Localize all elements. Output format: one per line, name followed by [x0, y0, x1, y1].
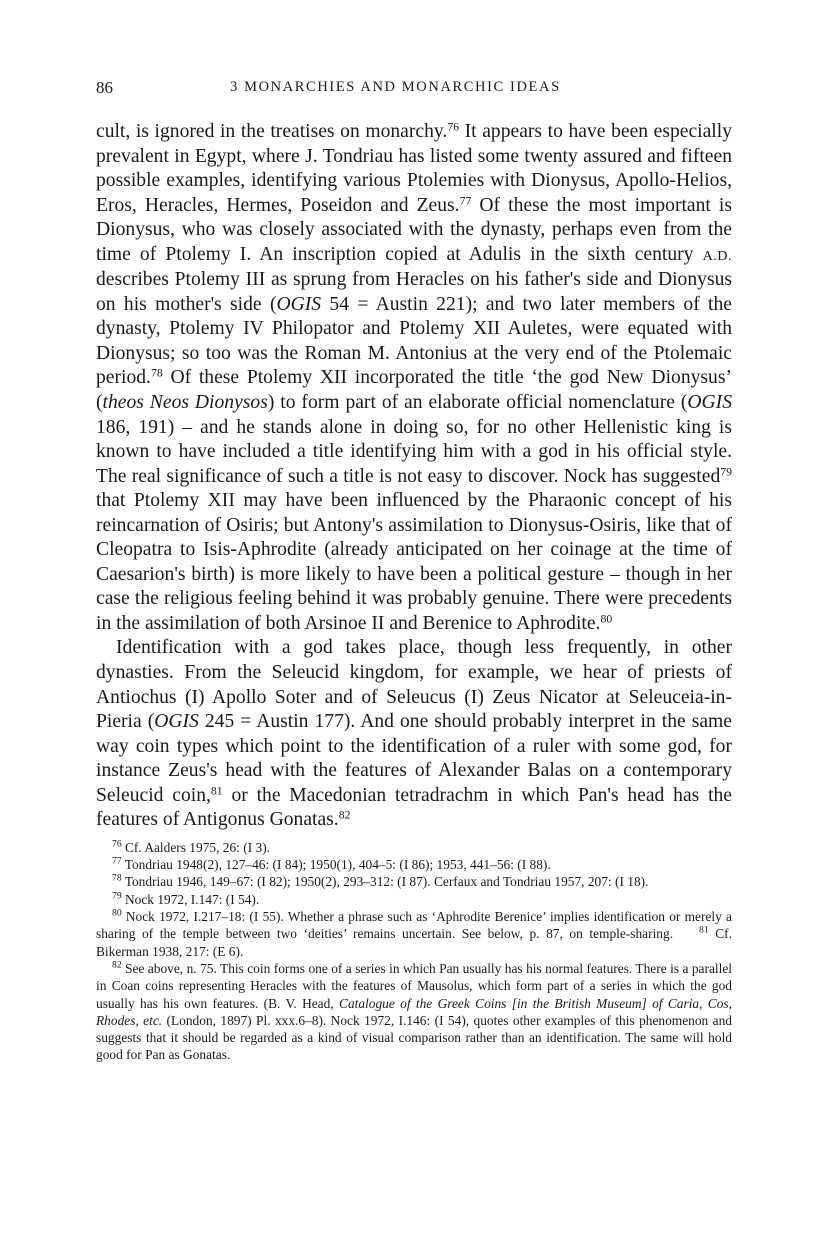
page-number: 86 — [96, 78, 113, 97]
paragraph-2 — [96, 636, 732, 832]
footnote-text: Cf. Aalders 1975, 26: (I 3). — [121, 839, 271, 855]
footnote-text: Cf. Bikerman 1938, 217: (E 6). — [96, 926, 732, 959]
footnote-text: Nock 1972, I.147: (I 54). — [121, 891, 260, 907]
footnote-78 — [96, 873, 732, 890]
citation-ogis: OGIS — [276, 293, 322, 315]
footnote-number: 78 — [112, 873, 122, 885]
text-run: 245 = Austin 177). And one should probably interpret in the same way coin types which point to the identification of a ruler with some god, for instance Zeus's head with the features of Alexander Balas on a contemporary Seleucid coin, — [96, 711, 732, 806]
footnote-ref-80[interactable]: 80 — [600, 612, 613, 626]
citation-ogis: OGIS — [154, 711, 199, 733]
catalogue-title-cont: of Caria, Cos, Rhodes, etc. — [96, 995, 732, 1028]
footnote-ref-79[interactable]: 79 — [720, 465, 732, 479]
footnote-text: Tondriau 1948(2), 127–46: (I 84); 1950(1), 404–5: (I 86); 1953, 441–56: (I 88). — [121, 857, 551, 873]
catalogue-title: Catalogue of the Greek Coins — [339, 995, 507, 1011]
running-title: 3 MONARCHIES AND MONARCHIC IDEAS — [230, 79, 561, 95]
text-run: 54 = Austin 221); and two later members of the dynasty, Ptolemy IV Philopator and Ptolemy XII Auletes, were equated with Dionysus; so too was the Roman M. Antonius at the very end of the Ptolemaic period. — [96, 293, 732, 389]
text-run: Identification with a god takes place, though less frequently, in other dynasties. From the Seleucid kingdom, for example, we hear of priests of Antiochus (I) Apollo Soter and of Seleucus (I) Zeus Nicator at Seleuceia-in-Pieria ( — [96, 637, 732, 733]
footnote-number: 82 — [112, 959, 122, 971]
text-run: describes Ptolemy III as sprung from Heracles on his father's side and Dionysus on his mother's side ( — [96, 269, 732, 315]
footnotes — [96, 839, 732, 1064]
footnote-text: (London, 1897) Pl. xxx.6–8). Nock 1972, I.146: (I 54), quotes other examples of this phenomenon and suggests that it should be regarded as a kind of visual comparison rather than an identification. The same will hold good for Pan as Gonatas. — [96, 1012, 732, 1063]
footnote-number: 79 — [112, 890, 122, 902]
paragraph-1 — [96, 120, 732, 636]
text-run: cult, is ignored in the treatises on monarchy. — [96, 121, 448, 142]
catalogue-bracket: [in the British Museum] — [511, 995, 647, 1011]
era-abbreviation: A.D. — [702, 247, 732, 264]
footnote-ref-77[interactable]: 77 — [459, 194, 472, 208]
text-run: Of these the most important is Dionysus, who was closely associated with the dynasty, perhaps even from the time of Ptolemy I. An inscription copied at Adulis in the sixth century — [96, 194, 732, 265]
running-header — [96, 78, 732, 106]
footnote-number: 76 — [112, 838, 122, 850]
main-text — [96, 120, 732, 833]
footnote-ref-76[interactable]: 76 — [447, 120, 460, 134]
book-page — [96, 78, 732, 1064]
footnote-77 — [96, 856, 732, 873]
text-run: that Ptolemy XII may have been influenced by the Pharaonic concept of his reincarnation of Osiris; but Antony's assimilation to Dionysus-Osiris, like that of Cleopatra to Isis-Aphrodite (already anticipated on her coinage at the time of Caesarion's birth) is more likely to have been a political gesture – though in her case the religious feeling behind it was probably genuine. There were precedents in the assimilation of both Arsinoe II and Berenice to Aphrodite. — [96, 490, 732, 634]
citation-ogis: OGIS — [687, 392, 732, 414]
footnote-text: Tondriau 1946, 149–67: (I 82); 1950(2), 293–312: (I 87). Cerfaux and Tondriau 1957, 207: (I 18). — [121, 874, 649, 890]
footnote-text: See above, n. 75. This coin forms one of a series in which Pan usually has his normal features. There is a parallel in Coan coins representing Heracles with the features of Mausolus, which form part of a series in which the god usually has his own features. (B. V. Head, — [96, 960, 732, 1011]
footnote-ref-81[interactable]: 81 — [210, 784, 223, 798]
footnote-79 — [96, 891, 732, 908]
text-run: ) to form part of an elaborate official nomenclature ( — [267, 392, 688, 414]
greek-title: theos Neos Dionysos — [102, 392, 268, 414]
footnote-80-81 — [96, 908, 732, 960]
footnote-ref-78[interactable]: 78 — [150, 367, 163, 381]
footnote-76 — [96, 839, 732, 856]
text-run: It appears to have been especially prevalent in Egypt, where J. Tondriau has listed some twenty assured and fifteen possible examples, identifying various Ptolemies with Dionysus, Apollo-Helios, Eros, Heracles, Hermes, Poseidon and Zeus. — [96, 121, 732, 216]
text-run: 186, 191) – and he stands alone in doing so, for no other Hellenistic king is known to have included a title identifying him with a god in his official style. The real significance of such a title is not easy to discover. Nock has suggested — [96, 416, 732, 487]
footnote-82 — [96, 960, 732, 1064]
footnote-text: Nock 1972, I.217–18: (I 55). Whether a phrase such as ‘Aphrodite Berenice’ implies identification or merely a sharing of the temple between two ‘deities’ remains uncertain. See below, p. 87, on temple-sharing. — [96, 909, 732, 942]
footnote-ref-82[interactable]: 82 — [338, 808, 351, 822]
text-run: Of these Ptolemy XII incorporated the title ‘the god New Dionysus’ ( — [96, 367, 732, 414]
footnote-number: 80 — [112, 907, 122, 919]
footnote-number: 77 — [112, 855, 122, 867]
text-run: or the Macedonian tetradrachm in which Pan's head has the features of Antigonus Gonatas. — [96, 784, 733, 831]
footnote-number: 81 — [699, 925, 709, 937]
